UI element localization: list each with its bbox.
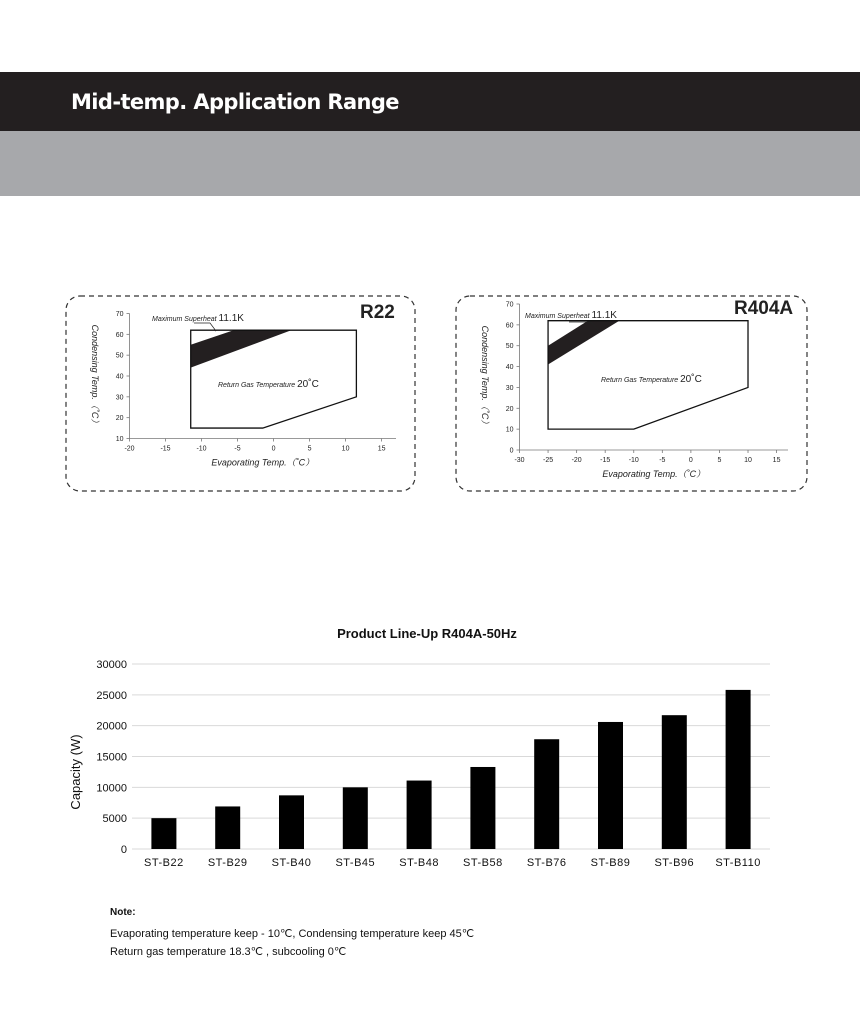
bar [215,806,240,849]
r404a-x-tick-label: -20 [571,457,582,464]
note-line-2: Return gas temperature 18.3℃ , subcooling 0℃ [110,946,347,958]
r404a-y-tick-label: 40 [505,364,514,372]
r404a-x-tick-label: 0 [688,457,693,464]
note-title: Note: [110,907,136,918]
bar-category-label: ST-B48 [399,857,439,869]
r404a-x-tick-label: 10 [744,457,752,464]
bar-y-tick-label: 0 [120,844,127,856]
bar-category-label: ST-B58 [463,857,503,869]
bar-y-tick-label: 20000 [96,720,127,733]
r404a-y-axis-label: Condensing Temp.（˚C） [480,325,490,429]
r404a-y-tick-label: 20 [505,405,514,413]
note-block [110,904,474,961]
r404a-x-tick-label: -25 [543,457,554,464]
r404a-return-gas-value: 20˚C [680,374,702,385]
bar [151,818,176,849]
bar-category-label: ST-B29 [207,857,248,869]
r404a-x-tick-label: 5 [717,457,722,464]
bar-category-label: ST-B40 [271,857,312,869]
r404a-y-tick-label: 30 [505,384,514,392]
r22-return-gas-value: 20˚C [297,379,319,390]
r22-x-tick-label: 10 [341,445,350,453]
bar-y-tick-label: 5000 [102,813,127,826]
bar-chart-ylabel: Capacity (W) [68,734,83,810]
r404a-superheat-label: Maximum Superheat 11.1K [525,310,617,321]
bar-y-tick-label: 10000 [96,782,127,795]
bar-category-label: ST-B89 [590,857,631,869]
page-title: Mid-temp. Application Range [71,90,399,114]
bar [726,690,751,849]
r22-envelope-chart [64,294,418,494]
r404a-y-tick-label: 10 [505,426,514,434]
r22-superheat-label: Maximum Superheat 11.1K [152,313,244,324]
r22-x-tick-label: -15 [160,445,171,453]
bar-y-tick-label: 15000 [96,751,127,764]
bar [598,722,623,849]
bar-chart-title: Product Line-Up R404A-50Hz [337,626,517,641]
r22-y-tick-label: 40 [115,373,124,381]
bar [407,781,432,849]
r22-y-axis-label: Condensing Temp.（˚C） [90,324,100,428]
bar [343,787,368,849]
note-line-1: Evaporating temperature keep - 10℃, Condensing temperature keep 45℃ [110,928,475,940]
r22-refrigerant-label: R22 [360,302,395,323]
r22-y-tick-label: 70 [115,311,124,318]
r404a-y-tick-label: 0 [509,447,514,455]
bar-category-label: ST-B96 [654,857,695,869]
bar [279,795,304,849]
r22-x-tick-label: 15 [377,445,386,453]
r22-y-tick-label: 30 [115,394,124,402]
r22-superheat-region [191,330,292,368]
bar [662,715,687,849]
r22-x-tick-label: -10 [196,445,207,453]
r404a-refrigerant-label: R404A [734,298,794,319]
bar-category-label: ST-B76 [526,857,567,869]
product-lineup-bar-chart [60,620,790,880]
r404a-x-tick-label: -30 [514,457,525,464]
r22-x-tick-label: -5 [234,445,241,453]
r22-y-tick-label: 20 [115,415,124,423]
bar-y-tick-label: 25000 [96,689,127,702]
bar [470,767,495,849]
r404a-superheat-value: 11.1K [591,310,617,321]
r404a-y-tick-label: 50 [505,343,514,351]
r404a-y-tick-label: 70 [505,301,514,309]
bar [534,739,559,849]
r22-x-tick-label: 0 [271,445,276,453]
r404a-x-axis-label: Evaporating Temp.（˚C） [602,469,706,479]
bar-y-tick-label: 30000 [96,659,127,671]
r404a-x-tick-label: -15 [600,457,611,464]
r404a-x-tick-label: -5 [659,457,666,464]
r22-y-tick-label: 10 [115,436,124,443]
r22-y-tick-label: 60 [115,331,124,339]
r22-x-tick-label: 5 [307,445,312,453]
page-header [0,72,860,131]
r22-superheat-value: 11.1K [218,313,244,324]
r404a-x-tick-label: -10 [628,457,639,464]
bar-category-label: ST-B110 [715,857,761,869]
r404a-return-gas-label: Return Gas Temperature 20˚C [601,374,702,385]
bar-category-label: ST-B22 [144,857,184,869]
r22-x-tick-label: -20 [124,445,135,453]
header-band [0,131,860,196]
r22-return-gas-label: Return Gas Temperature 20˚C [218,379,319,390]
r404a-envelope-chart [454,294,810,494]
bar-category-label: ST-B45 [335,857,376,869]
r404a-superheat-region [548,321,619,365]
r404a-y-tick-label: 60 [505,322,514,330]
r404a-x-tick-label: 15 [772,457,781,464]
r22-y-tick-label: 50 [115,352,124,360]
r22-x-axis-label: Evaporating Temp.（˚C） [211,457,315,468]
